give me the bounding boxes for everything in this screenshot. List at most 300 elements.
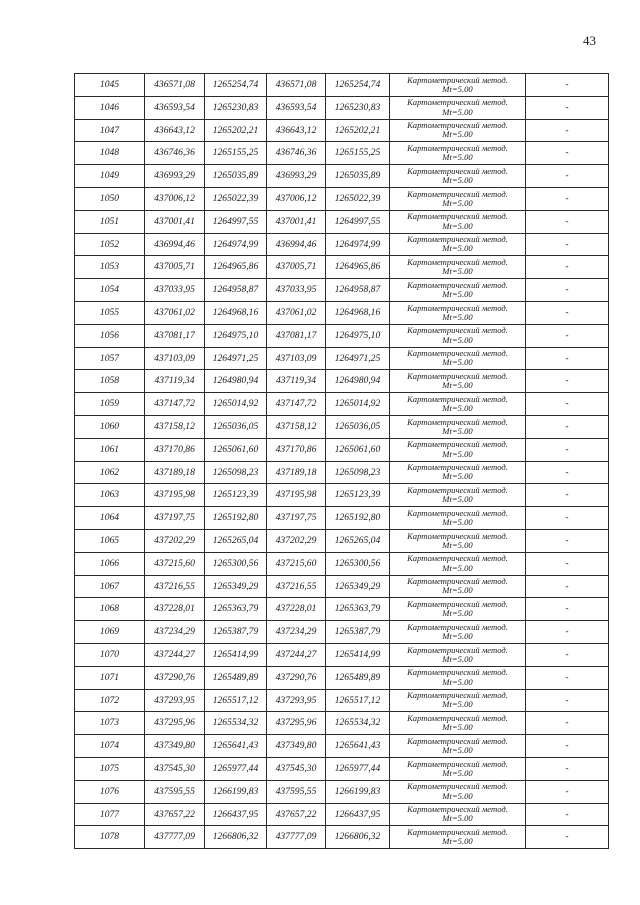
table-row — [75, 529, 609, 552]
x-coordinate-cell: 436571,08 — [145, 74, 205, 97]
x-coordinate-cell: 437595,55 — [145, 780, 205, 803]
point-number-cell: 1067 — [75, 575, 145, 598]
x-coordinate-cell: 437001,41 — [145, 210, 205, 233]
point-number-cell: 1071 — [75, 666, 145, 689]
y-coordinate-cell: 1264975,10 — [205, 324, 267, 347]
y-coordinate-new-cell: 1265230,83 — [326, 96, 390, 119]
method-cell — [390, 666, 526, 689]
y-coordinate-cell: 1266199,83 — [205, 780, 267, 803]
method-name: Картометрический метод. — [407, 234, 508, 245]
method-accuracy: Mt=5.00 — [442, 197, 473, 208]
method-cell — [390, 757, 526, 780]
y-coordinate-cell: 1265202,21 — [205, 119, 267, 142]
method-cell — [390, 826, 526, 849]
method-cell — [390, 210, 526, 233]
table-row — [75, 142, 609, 165]
method-name: Картометрический метод. — [407, 599, 508, 610]
point-number-cell: 1045 — [75, 74, 145, 97]
y-coordinate-cell: 1265123,39 — [205, 484, 267, 507]
method-cell — [390, 598, 526, 621]
y-coordinate-cell: 1265489,89 — [205, 666, 267, 689]
description-cell: - — [526, 666, 609, 689]
description-cell: - — [526, 598, 609, 621]
x-coordinate-cell: 437158,12 — [145, 415, 205, 438]
point-number-cell: 1073 — [75, 712, 145, 735]
y-coordinate-cell: 1265036,05 — [205, 415, 267, 438]
x-coordinate-new-cell: 437081,17 — [267, 324, 326, 347]
method-name: Картометрический метод. — [407, 781, 508, 792]
method-name: Картометрический метод. — [407, 530, 508, 541]
point-number-cell: 1078 — [75, 826, 145, 849]
y-coordinate-cell: 1265230,83 — [205, 96, 267, 119]
y-coordinate-new-cell: 1266199,83 — [326, 780, 390, 803]
x-coordinate-cell: 437005,71 — [145, 256, 205, 279]
x-coordinate-new-cell: 437202,29 — [267, 529, 326, 552]
description-cell: - — [526, 142, 609, 165]
x-coordinate-cell: 437293,95 — [145, 689, 205, 712]
y-coordinate-new-cell: 1265035,89 — [326, 165, 390, 188]
method-accuracy: Mt=5.00 — [442, 631, 473, 642]
x-coordinate-new-cell: 436593,54 — [267, 96, 326, 119]
y-coordinate-new-cell: 1265254,74 — [326, 74, 390, 97]
description-cell: - — [526, 279, 609, 302]
table-row — [75, 757, 609, 780]
x-coordinate-cell: 437033,95 — [145, 279, 205, 302]
table-row — [75, 689, 609, 712]
x-coordinate-new-cell: 437293,95 — [267, 689, 326, 712]
method-cell — [390, 689, 526, 712]
point-number-cell: 1059 — [75, 393, 145, 416]
y-coordinate-cell: 1264968,16 — [205, 301, 267, 324]
y-coordinate-cell: 1265098,23 — [205, 461, 267, 484]
description-cell: - — [526, 461, 609, 484]
y-coordinate-cell: 1265265,04 — [205, 529, 267, 552]
point-number-cell: 1061 — [75, 438, 145, 461]
x-coordinate-new-cell: 437290,76 — [267, 666, 326, 689]
x-coordinate-cell: 437103,09 — [145, 347, 205, 370]
y-coordinate-new-cell: 1265202,21 — [326, 119, 390, 142]
table-row — [75, 210, 609, 233]
method-cell — [390, 415, 526, 438]
y-coordinate-new-cell: 1264958,87 — [326, 279, 390, 302]
method-accuracy: Mt=5.00 — [442, 539, 473, 550]
point-number-cell: 1056 — [75, 324, 145, 347]
x-coordinate-new-cell: 437195,98 — [267, 484, 326, 507]
table-row — [75, 803, 609, 826]
method-accuracy: Mt=5.00 — [442, 745, 473, 755]
method-cell — [390, 165, 526, 188]
y-coordinate-cell: 1265014,92 — [205, 393, 267, 416]
y-coordinate-new-cell: 1265061,60 — [326, 438, 390, 461]
y-coordinate-new-cell: 1265123,39 — [326, 484, 390, 507]
method-name: Картометрический метод. — [407, 188, 508, 199]
method-accuracy: Mt=5.00 — [442, 494, 473, 505]
table-row — [75, 279, 609, 302]
y-coordinate-cell: 1265641,43 — [205, 735, 267, 758]
x-coordinate-cell: 436994,46 — [145, 233, 205, 256]
description-cell: - — [526, 712, 609, 735]
point-number-cell: 1062 — [75, 461, 145, 484]
y-coordinate-cell: 1264971,25 — [205, 347, 267, 370]
method-cell — [390, 780, 526, 803]
point-number-cell: 1055 — [75, 301, 145, 324]
description-cell: - — [526, 165, 609, 188]
x-coordinate-new-cell: 437657,22 — [267, 803, 326, 826]
point-number-cell: 1064 — [75, 507, 145, 530]
y-coordinate-cell: 1266806,32 — [205, 826, 267, 849]
x-coordinate-new-cell: 437103,09 — [267, 347, 326, 370]
y-coordinate-new-cell: 1265022,39 — [326, 187, 390, 210]
y-coordinate-new-cell: 1265387,79 — [326, 621, 390, 644]
description-cell: - — [526, 119, 609, 142]
point-number-cell: 1065 — [75, 529, 145, 552]
table-row — [75, 393, 609, 416]
point-number-cell: 1077 — [75, 803, 145, 826]
description-cell: - — [526, 735, 609, 758]
method-accuracy: Mt=5.00 — [442, 106, 473, 117]
x-coordinate-new-cell: 437061,02 — [267, 301, 326, 324]
table-row — [75, 96, 609, 119]
y-coordinate-new-cell: 1265641,43 — [326, 735, 390, 758]
description-cell: - — [526, 689, 609, 712]
method-cell — [390, 256, 526, 279]
method-cell — [390, 347, 526, 370]
table-row — [75, 484, 609, 507]
method-cell — [390, 370, 526, 393]
table-row — [75, 735, 609, 758]
description-cell: - — [526, 575, 609, 598]
y-coordinate-cell: 1265300,56 — [205, 552, 267, 575]
method-cell — [390, 575, 526, 598]
method-cell — [390, 438, 526, 461]
method-cell — [390, 301, 526, 324]
x-coordinate-cell: 437244,27 — [145, 643, 205, 666]
x-coordinate-new-cell: 437215,60 — [267, 552, 326, 575]
method-name: Картометрический метод. — [407, 735, 508, 746]
y-coordinate-new-cell: 1265265,04 — [326, 529, 390, 552]
method-cell — [390, 712, 526, 735]
point-number-cell: 1054 — [75, 279, 145, 302]
description-cell: - — [526, 74, 609, 97]
table-row — [75, 552, 609, 575]
y-coordinate-new-cell: 1265192,80 — [326, 507, 390, 530]
y-coordinate-new-cell: 1265977,44 — [326, 757, 390, 780]
method-accuracy: Mt=5.00 — [442, 129, 473, 140]
y-coordinate-new-cell: 1265517,12 — [326, 689, 390, 712]
method-accuracy: Mt=5.00 — [442, 243, 473, 254]
x-coordinate-new-cell: 436746,36 — [267, 142, 326, 165]
description-cell: - — [526, 507, 609, 530]
y-coordinate-cell: 1264965,86 — [205, 256, 267, 279]
x-coordinate-new-cell: 436994,46 — [267, 233, 326, 256]
description-cell: - — [526, 324, 609, 347]
description-cell: - — [526, 552, 609, 575]
description-cell: - — [526, 621, 609, 644]
x-coordinate-new-cell: 436993,29 — [267, 165, 326, 188]
y-coordinate-new-cell: 1265155,25 — [326, 142, 390, 165]
x-coordinate-cell: 437197,75 — [145, 507, 205, 530]
point-number-cell: 1047 — [75, 119, 145, 142]
table-row — [75, 780, 609, 803]
method-accuracy: Mt=5.00 — [442, 403, 473, 414]
x-coordinate-cell: 437061,02 — [145, 301, 205, 324]
method-name: Картометрический метод. — [407, 553, 508, 564]
y-coordinate-new-cell: 1265014,92 — [326, 393, 390, 416]
x-coordinate-new-cell: 437001,41 — [267, 210, 326, 233]
table-row — [75, 712, 609, 735]
description-cell: - — [526, 301, 609, 324]
description-cell: - — [526, 393, 609, 416]
x-coordinate-cell: 437006,12 — [145, 187, 205, 210]
method-accuracy: Mt=5.00 — [442, 562, 473, 573]
y-coordinate-cell: 1265061,60 — [205, 438, 267, 461]
method-accuracy: Mt=5.00 — [442, 585, 473, 596]
method-accuracy: Mt=5.00 — [442, 266, 473, 277]
method-name: Картометрический метод. — [407, 97, 508, 108]
x-coordinate-cell: 436643,12 — [145, 119, 205, 142]
method-name: Картометрический метод. — [407, 713, 508, 723]
x-coordinate-cell: 437195,98 — [145, 484, 205, 507]
description-cell: - — [526, 415, 609, 438]
y-coordinate-cell: 1264958,87 — [205, 279, 267, 302]
method-accuracy: Mt=5.00 — [442, 152, 473, 163]
table-row — [75, 165, 609, 188]
x-coordinate-new-cell: 437295,96 — [267, 712, 326, 735]
point-number-cell: 1066 — [75, 552, 145, 575]
description-cell: - — [526, 484, 609, 507]
method-cell — [390, 96, 526, 119]
y-coordinate-cell: 1265035,89 — [205, 165, 267, 188]
method-cell — [390, 393, 526, 416]
method-cell — [390, 621, 526, 644]
y-coordinate-new-cell: 1265349,29 — [326, 575, 390, 598]
y-coordinate-new-cell: 1265534,32 — [326, 712, 390, 735]
x-coordinate-cell: 436593,54 — [145, 96, 205, 119]
table-row — [75, 187, 609, 210]
y-coordinate-new-cell: 1266437,95 — [326, 803, 390, 826]
description-cell: - — [526, 757, 609, 780]
table-row — [75, 621, 609, 644]
x-coordinate-new-cell: 437197,75 — [267, 507, 326, 530]
method-name: Картометрический метод. — [407, 325, 508, 336]
description-cell: - — [526, 96, 609, 119]
x-coordinate-new-cell: 437349,80 — [267, 735, 326, 758]
x-coordinate-cell: 437657,22 — [145, 803, 205, 826]
coordinates-table — [74, 73, 609, 849]
y-coordinate-new-cell: 1264980,94 — [326, 370, 390, 393]
y-coordinate-new-cell: 1264975,10 — [326, 324, 390, 347]
table-row — [75, 507, 609, 530]
method-accuracy: Mt=5.00 — [442, 334, 473, 345]
y-coordinate-new-cell: 1265414,99 — [326, 643, 390, 666]
table-row — [75, 461, 609, 484]
description-cell: - — [526, 643, 609, 666]
y-coordinate-cell: 1264997,55 — [205, 210, 267, 233]
x-coordinate-new-cell: 437158,12 — [267, 415, 326, 438]
y-coordinate-cell: 1265387,79 — [205, 621, 267, 644]
page-number: 43 — [583, 33, 596, 48]
x-coordinate-new-cell: 437777,09 — [267, 826, 326, 849]
method-accuracy: Mt=5.00 — [442, 83, 473, 94]
table-row — [75, 74, 609, 97]
method-name: Картометрический метод. — [407, 348, 508, 359]
table-row — [75, 438, 609, 461]
table-row — [75, 347, 609, 370]
y-coordinate-new-cell: 1265300,56 — [326, 552, 390, 575]
y-coordinate-cell: 1266437,95 — [205, 803, 267, 826]
y-coordinate-new-cell: 1264974,99 — [326, 233, 390, 256]
y-coordinate-cell: 1264974,99 — [205, 233, 267, 256]
point-number-cell: 1063 — [75, 484, 145, 507]
method-cell — [390, 279, 526, 302]
table-row — [75, 415, 609, 438]
x-coordinate-cell: 437170,86 — [145, 438, 205, 461]
method-name: Картометрический метод. — [407, 393, 508, 404]
x-coordinate-cell: 437545,30 — [145, 757, 205, 780]
y-coordinate-new-cell: 1264971,25 — [326, 347, 390, 370]
description-cell: - — [526, 210, 609, 233]
description-cell: - — [526, 780, 609, 803]
x-coordinate-new-cell: 437170,86 — [267, 438, 326, 461]
description-cell: - — [526, 438, 609, 461]
method-cell — [390, 735, 526, 758]
method-name: Картометрический метод. — [407, 690, 508, 701]
y-coordinate-new-cell: 1264968,16 — [326, 301, 390, 324]
point-number-cell: 1050 — [75, 187, 145, 210]
x-coordinate-cell: 437202,29 — [145, 529, 205, 552]
y-coordinate-cell: 1265349,29 — [205, 575, 267, 598]
description-cell: - — [526, 187, 609, 210]
method-name: Картометрический метод. — [407, 371, 508, 382]
y-coordinate-new-cell: 1265098,23 — [326, 461, 390, 484]
method-accuracy: Mt=5.00 — [442, 380, 473, 391]
method-name: Картометрический метод. — [407, 667, 508, 678]
x-coordinate-cell: 437234,29 — [145, 621, 205, 644]
method-accuracy: Mt=5.00 — [442, 471, 473, 482]
method-accuracy: Mt=5.00 — [442, 790, 473, 801]
table-row — [75, 643, 609, 666]
method-accuracy: Mt=5.00 — [442, 517, 473, 528]
method-cell — [390, 552, 526, 575]
method-cell — [390, 643, 526, 666]
method-cell — [390, 507, 526, 530]
method-name: Картометрический метод. — [407, 826, 508, 837]
method-accuracy: Mt=5.00 — [442, 357, 473, 368]
x-coordinate-new-cell: 437189,18 — [267, 461, 326, 484]
x-coordinate-cell: 437216,55 — [145, 575, 205, 598]
x-coordinate-cell: 437119,34 — [145, 370, 205, 393]
x-coordinate-cell: 437215,60 — [145, 552, 205, 575]
method-name: Картометрический метод. — [407, 621, 508, 632]
method-accuracy: Mt=5.00 — [442, 699, 473, 710]
table-row — [75, 666, 609, 689]
x-coordinate-new-cell: 437234,29 — [267, 621, 326, 644]
method-accuracy: Mt=5.00 — [442, 425, 473, 436]
method-name: Картометрический метод. — [407, 416, 508, 427]
x-coordinate-new-cell: 437216,55 — [267, 575, 326, 598]
x-coordinate-cell: 437349,80 — [145, 735, 205, 758]
x-coordinate-cell: 437290,76 — [145, 666, 205, 689]
method-name: Картометрический метод. — [407, 120, 508, 131]
x-coordinate-cell: 436993,29 — [145, 165, 205, 188]
y-coordinate-new-cell: 1265363,79 — [326, 598, 390, 621]
x-coordinate-new-cell: 437006,12 — [267, 187, 326, 210]
method-accuracy: Mt=5.00 — [442, 813, 473, 824]
coordinates-table-body — [75, 74, 609, 849]
y-coordinate-cell: 1265192,80 — [205, 507, 267, 530]
x-coordinate-new-cell: 437228,01 — [267, 598, 326, 621]
y-coordinate-cell: 1265022,39 — [205, 187, 267, 210]
table-row — [75, 370, 609, 393]
method-accuracy: Mt=5.00 — [442, 175, 473, 186]
method-accuracy: Mt=5.00 — [442, 608, 473, 619]
y-coordinate-new-cell: 1265036,05 — [326, 415, 390, 438]
point-number-cell: 1076 — [75, 780, 145, 803]
table-row — [75, 119, 609, 142]
table-row — [75, 826, 609, 849]
description-cell: - — [526, 529, 609, 552]
method-name: Картометрический метод. — [407, 439, 508, 450]
x-coordinate-cell: 436746,36 — [145, 142, 205, 165]
method-accuracy: Mt=5.00 — [442, 653, 473, 664]
x-coordinate-new-cell: 437595,55 — [267, 780, 326, 803]
point-number-cell: 1052 — [75, 233, 145, 256]
y-coordinate-cell: 1265155,25 — [205, 142, 267, 165]
description-cell: - — [526, 347, 609, 370]
point-number-cell: 1068 — [75, 598, 145, 621]
point-number-cell: 1072 — [75, 689, 145, 712]
y-coordinate-cell: 1265363,79 — [205, 598, 267, 621]
method-accuracy: Mt=5.00 — [442, 311, 473, 322]
method-cell — [390, 119, 526, 142]
point-number-cell: 1053 — [75, 256, 145, 279]
point-number-cell: 1049 — [75, 165, 145, 188]
x-coordinate-cell: 437081,17 — [145, 324, 205, 347]
description-cell: - — [526, 370, 609, 393]
point-number-cell: 1060 — [75, 415, 145, 438]
y-coordinate-new-cell: 1265489,89 — [326, 666, 390, 689]
method-name: Картометрический метод. — [407, 644, 508, 655]
description-cell: - — [526, 803, 609, 826]
y-coordinate-new-cell: 1266806,32 — [326, 826, 390, 849]
method-accuracy: Mt=5.00 — [442, 448, 473, 459]
x-coordinate-new-cell: 437005,71 — [267, 256, 326, 279]
method-cell — [390, 803, 526, 826]
table-row — [75, 233, 609, 256]
y-coordinate-cell: 1265414,99 — [205, 643, 267, 666]
method-accuracy: Mt=5.00 — [442, 836, 473, 847]
x-coordinate-new-cell: 437147,72 — [267, 393, 326, 416]
point-number-cell: 1074 — [75, 735, 145, 758]
x-coordinate-new-cell: 437033,95 — [267, 279, 326, 302]
method-accuracy: Mt=5.00 — [442, 289, 473, 300]
method-cell — [390, 74, 526, 97]
method-name: Картометрический метод. — [407, 211, 508, 222]
x-coordinate-cell: 437147,72 — [145, 393, 205, 416]
method-accuracy: Mt=5.00 — [442, 767, 473, 778]
x-coordinate-new-cell: 437119,34 — [267, 370, 326, 393]
method-cell — [390, 187, 526, 210]
point-number-cell: 1069 — [75, 621, 145, 644]
x-coordinate-new-cell: 437545,30 — [267, 757, 326, 780]
method-name: Картометрический метод. — [407, 758, 508, 769]
x-coordinate-cell: 437777,09 — [145, 826, 205, 849]
method-name: Картометрический метод. — [407, 507, 508, 518]
method-cell — [390, 233, 526, 256]
method-name: Картометрический метод. — [407, 257, 508, 268]
table-row — [75, 598, 609, 621]
point-number-cell: 1070 — [75, 643, 145, 666]
